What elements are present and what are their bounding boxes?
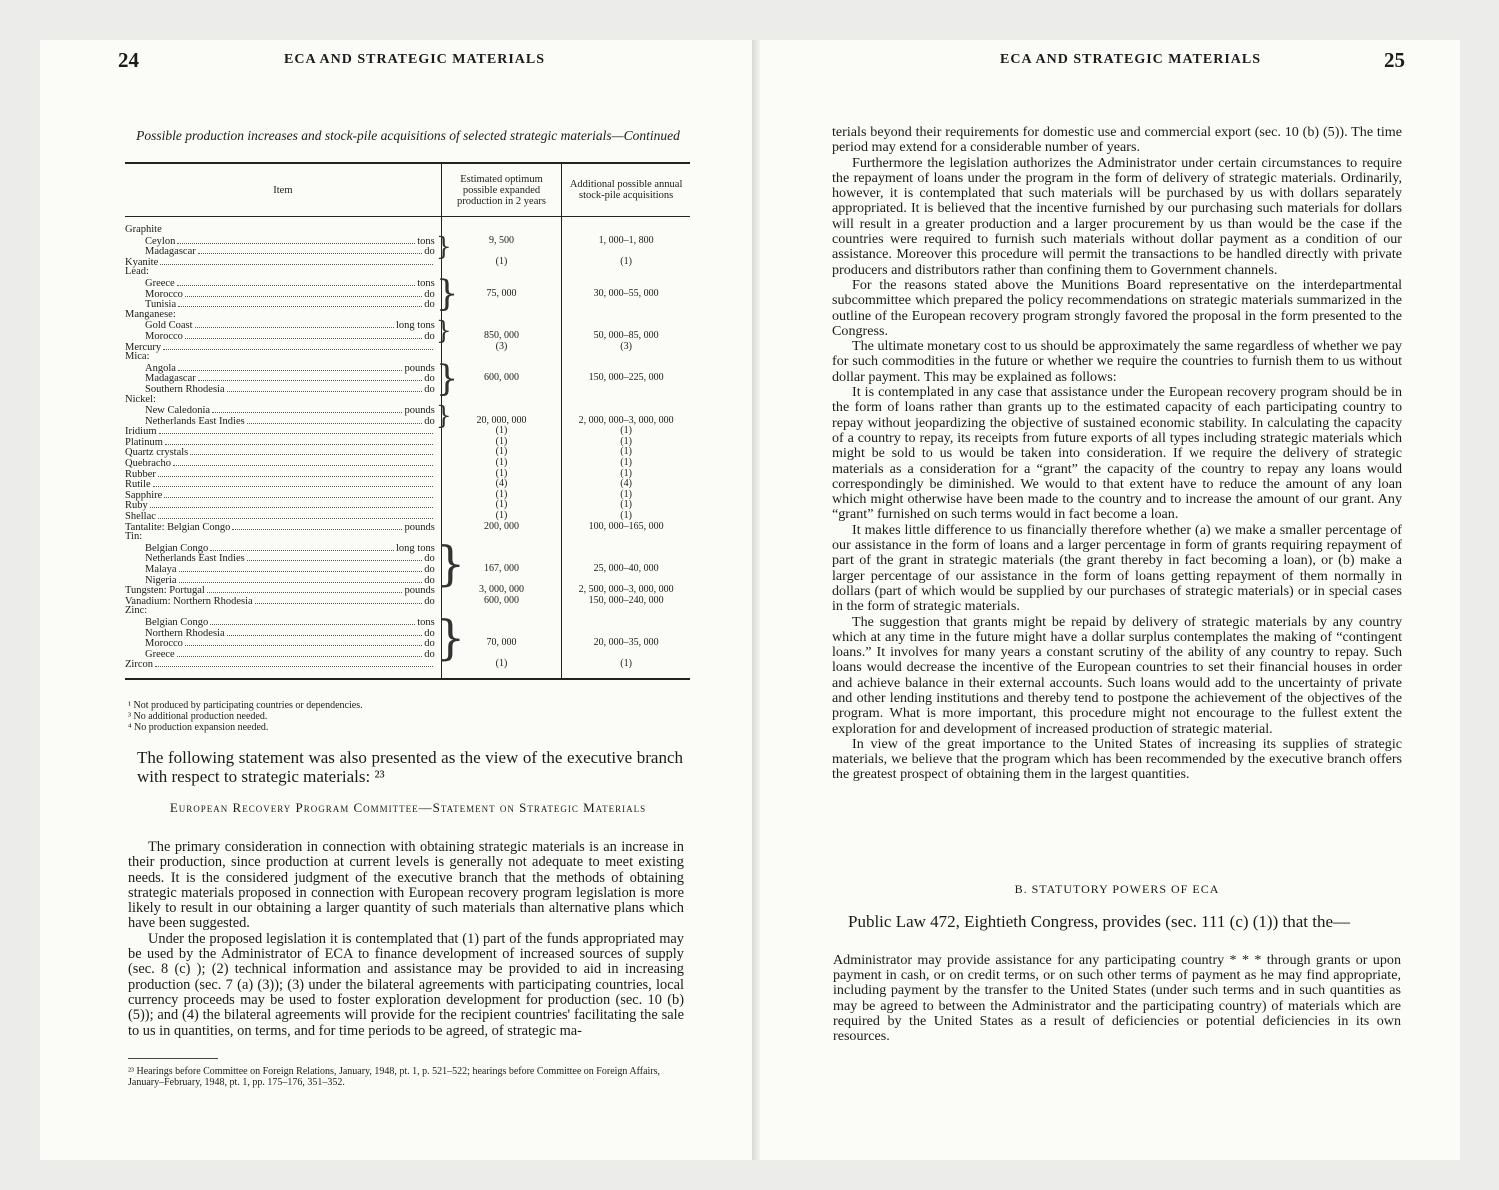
table-row-label <box>125 363 441 374</box>
acquisition-value <box>562 384 690 395</box>
cell-text: (4) <box>620 478 632 490</box>
table-row-label <box>125 564 441 575</box>
item-name: Greece <box>145 648 175 660</box>
table-row-label <box>125 522 441 533</box>
item-unit: long tons <box>395 542 435 554</box>
table-row-label <box>125 638 441 649</box>
paragraph: Under the proposed legislation it is contemplated that (1) part of the funds appropriated may be used by the Administrator of ECA to finance development of increased sources of supply (sec. 8 (c) ); (2) technical information and assistance may be provided to aid in increasing production (sec. 7 (a) (3)); (3) under the bilateral agreements with participating countries, local currency proceeds may be used to foster exploration development for production (sec. 10 (b) (5)); and (4) the bilateral agreements will provide for the recipient countries' facilitating the sale to us in quantities, on terms, and for time periods to be agreed, of strategic ma- <box>128 930 684 1039</box>
leader-dots <box>158 469 433 477</box>
cell-text: 150, 000–225, 000 <box>588 372 664 384</box>
item-unit: do <box>424 288 435 300</box>
footnote-rule <box>128 1058 218 1059</box>
table-row-label <box>125 617 441 628</box>
acquisitions-column <box>562 225 690 670</box>
table-row-label <box>125 395 441 406</box>
items-column <box>125 225 441 670</box>
production-value <box>442 384 561 395</box>
table-row-label <box>125 257 441 268</box>
item-name: Mercury <box>125 341 162 353</box>
table-note: ³ No additional production needed. <box>128 711 268 722</box>
item-unit: do <box>424 299 435 311</box>
leader-dots <box>158 511 433 519</box>
acquisition-value <box>562 522 690 533</box>
header-item: Item <box>125 163 441 217</box>
cell-text: 50, 000–85, 000 <box>593 329 659 341</box>
cell-text: (1) <box>495 435 508 447</box>
leader-dots <box>207 585 403 593</box>
production-value <box>442 225 561 236</box>
table-row-label <box>125 447 441 458</box>
cell-text: (1) <box>495 425 508 437</box>
item-name: Nigeria <box>145 574 177 586</box>
cell-text: 25, 000–40, 000 <box>593 563 659 574</box>
table-row-label <box>125 225 441 236</box>
acquisition-value <box>562 257 690 268</box>
item-unit: do <box>424 574 435 586</box>
leader-dots <box>198 246 423 254</box>
acquisition-value <box>562 638 690 649</box>
leader-dots <box>247 553 423 561</box>
table-row-label <box>125 596 441 607</box>
item-name: Morocco <box>145 288 183 300</box>
production-column <box>435 225 561 670</box>
item-unit: do <box>424 627 435 639</box>
paragraph: For the reasons stated above the Munitions Board representative on the interdepartmental subcommittee which prepared the policy recommendations on strategic materials summarized in the outline of the European recovery program strongly favored the proposal in the form presented to the Congress. <box>832 276 1402 339</box>
item-unit: do <box>424 330 435 342</box>
item-name: Manganese: <box>125 308 176 320</box>
leader-dots <box>255 596 423 604</box>
cell-text: (1) <box>495 510 508 522</box>
item-unit: do <box>424 415 435 427</box>
item-name: Netherlands East Indies <box>145 553 245 565</box>
production-value <box>442 267 561 278</box>
cell-text: (1) <box>620 457 632 469</box>
cell-text: (1) <box>620 658 632 670</box>
production-value <box>442 310 561 321</box>
table-row-label <box>125 479 441 490</box>
item-name: Morocco <box>145 330 183 342</box>
acquisition-value <box>562 606 690 617</box>
acquisition-value <box>562 532 690 543</box>
acquisition-value <box>562 543 690 554</box>
leader-dots <box>178 299 422 307</box>
production-value <box>442 342 561 353</box>
item-name: Quartz crystals <box>125 447 189 459</box>
footnote: ²³ Hearings before Committee on Foreign Relations, January, 1948, pt. 1, p. 521–522; hearings before Committee on Foreign Affairs, January–February, 1948, pt. 1, pp. 175–176, 351–352. <box>128 1066 661 1088</box>
leader-dots <box>179 575 423 583</box>
cell-text: (1) <box>620 435 632 447</box>
cell-text: (1) <box>620 255 632 267</box>
acquisition-value <box>562 564 690 575</box>
acquisition-value <box>562 225 690 236</box>
item-name: Greece <box>145 277 175 289</box>
item-name: Zircon <box>125 659 153 671</box>
item-name: Platinum <box>125 436 163 448</box>
cell-text: (1) <box>620 425 632 437</box>
item-unit: do <box>424 553 435 565</box>
production-value <box>442 278 561 289</box>
intro-statement: The following statement was also presented as the view of the executive branch with respect to strategic materials: ²³ <box>137 748 683 786</box>
paragraph: Furthermore the legislation authorizes the Administrator under certain circumstances to require the repayment of loans under the program in the form of delivery of strategic materials. Ordinarily, however, it is contemplated that such materials will be purchased by us with dollars separately appropriated. It is believed that the incentive furnished by our purchasing such materials for dollars will result in a greater production and a larger procurement by us than would be the case if the countries were required to furnish such materials without dollar payment as a condition of our assistance. Moreover this procedure will permit the transactions to be handled directly with private producers and distributors rather than confining them to Government channels. <box>832 154 1402 278</box>
item-name: Tin: <box>125 531 143 543</box>
leader-dots <box>198 373 423 381</box>
item-name: Malaya <box>145 564 177 575</box>
table-row-label <box>125 659 441 670</box>
leader-dots <box>227 628 423 636</box>
item-unit: do <box>424 638 435 650</box>
item-unit: pounds <box>404 405 435 417</box>
cell-text: (1) <box>620 488 632 500</box>
cell-text: 200, 000 <box>483 520 519 532</box>
table-row-label <box>125 628 441 639</box>
table-row-label <box>125 267 441 278</box>
leader-dots <box>177 278 416 286</box>
table-row-label <box>125 320 441 331</box>
item-name: Shellac <box>125 511 156 523</box>
item-name: Iridium <box>125 426 157 438</box>
production-value <box>442 596 561 607</box>
leader-dots <box>247 416 423 424</box>
item-name: Southern Rhodesia <box>145 383 225 395</box>
cell-text: 3, 000, 000 <box>478 584 524 596</box>
table-row-label <box>125 511 441 522</box>
paragraph: The ultimate monetary cost to us should be approximately the same regardless of whether we pay for such commodities in the future or whether we require the countries to furnish them to us without dollar payment. This may be explained as follows: <box>832 338 1402 385</box>
production-value <box>442 236 561 247</box>
cell-text: 600, 000 <box>483 372 519 384</box>
cell-text: 20, 000, 000 <box>476 414 527 426</box>
cell-text: (1) <box>495 499 508 511</box>
cell-text: 600, 000 <box>483 594 519 606</box>
leader-dots <box>177 649 423 657</box>
item-name: Vanadium: Northern Rhodesia <box>125 595 253 607</box>
leader-dots <box>150 500 433 508</box>
cell-text: 9, 500 <box>488 234 514 246</box>
leader-dots <box>160 257 433 265</box>
law-intro: Public Law 472, Eightieth Congress, provides (sec. 111 (c) (1)) that the— <box>848 912 1351 931</box>
table-row-label <box>125 331 441 342</box>
cell-text: (1) <box>495 446 508 458</box>
item-name: Madagascar <box>145 246 196 258</box>
production-value <box>442 352 561 363</box>
leader-dots <box>173 458 433 466</box>
table-row-label <box>125 384 441 395</box>
paragraph: It is contemplated in any case that assistance under the European recovery program should be in the form of loans rather than grants up to the estimated capacity of each participating country to repay without jeopardizing the objective of sustained economic stability. In calculating the capacity of a country to repay, its receipts from future exports of all types including strategic materials which might be sold to us would be taken into consideration. If we require the delivery of strategic materials as a consideration for a “grant” the capacity of the country to repay any loans would correspondingly be diminished. We would to that extent have to reduce the amount of any loan which might otherwise have been made to the country and to increase the amount of our grant. Any “grant” furnished on such terms would in fact become a loan. <box>832 384 1402 523</box>
paragraph: In view of the great importance to the United States of increasing its supplies of strategic materials, we believe that the program which has been recommended by the executive branch offers the greatest prospect of obtaining them in the largest quantities. <box>832 735 1402 783</box>
materials-table <box>125 162 690 680</box>
acquisition-value <box>562 278 690 289</box>
acquisition-value <box>562 352 690 363</box>
item-name: Quebracho <box>125 458 172 470</box>
item-name: Morocco <box>145 638 183 650</box>
acquisition-value <box>562 331 690 342</box>
table-row-label <box>125 246 441 257</box>
acquisition-value <box>562 596 690 607</box>
item-name: Nickel: <box>125 393 156 405</box>
item-unit: do <box>424 373 435 385</box>
acquisition-value <box>562 395 690 406</box>
production-value <box>442 395 561 406</box>
item-name: Ceylon <box>145 235 176 247</box>
leader-dots <box>178 363 403 371</box>
item-name: Angola <box>145 362 176 374</box>
leader-dots <box>227 384 423 392</box>
production-value <box>442 373 561 384</box>
item-unit: do <box>424 648 435 660</box>
item-name: New Caledonia <box>145 405 211 417</box>
table-row-label <box>125 236 441 247</box>
leader-dots <box>212 405 402 413</box>
item-name: Mica: <box>125 351 150 363</box>
leader-dots <box>210 543 394 551</box>
production-value <box>442 289 561 300</box>
running-head-left: ECA AND STRATEGIC MATERIALS <box>284 52 546 67</box>
table-row-label <box>125 437 441 448</box>
group-brace: } <box>435 273 459 314</box>
table-row-label <box>125 458 441 469</box>
table-row-label <box>125 585 441 596</box>
table-row-label <box>125 649 441 660</box>
table-row-label <box>125 289 441 300</box>
left-body-text <box>128 840 684 1039</box>
leader-dots <box>155 659 433 667</box>
item-unit: do <box>424 564 435 575</box>
cell-text: (3) <box>620 340 632 352</box>
cell-text: 30, 000–55, 000 <box>593 287 659 299</box>
item-unit: tons <box>417 235 435 247</box>
leader-dots <box>190 447 433 455</box>
paragraph: The suggestion that grants might be repaid by delivery of strategic materials by any country which at any time in the future might have a dollar surplus contemplates the making of “contingent loans.” It involves for many years a constant scrutiny of the ability of any country to repay. Such loans would decrease the incentive of the European countries to set their financial houses in order and achieve balance in their external accounts. Such loans would add to the uncertainty of private and other lending institutions and thereby tend to postpone the achievement of the objectives of the program. What is more important, this procedure might not encourage to the fullest extent the exploration for and development of increased production of strategic material. <box>832 613 1402 737</box>
item-name: Ruby <box>125 500 148 512</box>
cell-text: 850, 000 <box>483 329 519 341</box>
table-note: ⁴ No production expansion needed. <box>128 722 269 733</box>
item-name: Gold Coast <box>145 320 193 332</box>
item-name: Rubber <box>125 468 156 480</box>
table-row-label <box>125 405 441 416</box>
table-row-label <box>125 606 441 617</box>
section-title: European Recovery Program Committee—Statement on Strategic Materials <box>169 800 647 815</box>
book-gutter <box>752 40 760 1160</box>
table-note: ¹ Not produced by participating countries or dependencies. <box>128 700 363 711</box>
item-unit: long tons <box>395 320 435 332</box>
cell-text: 2, 000, 000–3, 000, 000 <box>578 414 674 426</box>
cell-text: (3) <box>495 340 508 352</box>
item-unit: pounds <box>404 362 435 374</box>
leader-dots <box>179 564 423 572</box>
acquisition-value <box>562 267 690 278</box>
leader-dots <box>159 426 433 434</box>
cell-text: (4) <box>495 478 508 490</box>
acquisition-value <box>562 373 690 384</box>
law-quote: Administrator may provide assistance for any participating country * * * through grants or upon payment in cash, or on credit terms, or on such other terms of payment as he may find appropriate, including payment by the transfer to the United States (under such terms and in such quantities as may be agreed to between the Administrator and the participating country) of materials which are required by the United States as a result of deficiencies or potential deficiencies in its own resources. <box>833 952 1401 1045</box>
leader-dots <box>195 320 394 328</box>
item-name: Zinc: <box>125 605 148 617</box>
table-row-label <box>125 469 441 480</box>
acquisition-value <box>562 236 690 247</box>
table-row-label <box>125 553 441 564</box>
cell-text: (1) <box>495 255 508 267</box>
item-unit: tons <box>417 277 435 289</box>
item-name: Netherlands East Indies <box>145 415 245 427</box>
paragraph: terials beyond their requirements for domestic use and commercial export (sec. 10 (b) (5)). The time period may extend for a considerable number of years. <box>832 124 1402 156</box>
cell-text: (1) <box>495 658 508 670</box>
acquisition-value <box>562 289 690 300</box>
cell-text: (1) <box>620 446 632 458</box>
leader-dots <box>164 490 432 498</box>
table-row-label <box>125 310 441 321</box>
table-row-label <box>125 490 441 501</box>
leader-dots <box>165 437 433 445</box>
acquisition-value <box>562 617 690 628</box>
leader-dots <box>232 522 402 530</box>
item-name: Sapphire <box>125 489 163 501</box>
table-row-label <box>125 278 441 289</box>
group-brace: } <box>435 316 452 346</box>
production-value <box>442 522 561 533</box>
leader-dots <box>153 479 433 487</box>
cell-text: 150, 000–240, 000 <box>588 594 664 606</box>
section-heading: B. STATUTORY POWERS OF ECA <box>1014 882 1220 896</box>
page-number-right: 25 <box>1384 48 1405 72</box>
right-body-text <box>832 125 1402 783</box>
item-unit: do <box>424 383 435 395</box>
cell-text: (1) <box>495 467 508 479</box>
item-name: Tungsten: Portugal <box>125 585 205 597</box>
item-name: Graphite <box>125 224 162 235</box>
acquisition-value <box>562 342 690 353</box>
table-row-label <box>125 532 441 543</box>
leader-dots <box>185 289 422 297</box>
cell-text: 75, 000 <box>486 287 517 299</box>
table-row-label <box>125 543 441 554</box>
paragraph: It makes little difference to us financially therefore whether (a) we make a smaller percentage of our assistance in the form of loans and a larger percentage in form of grants requiring repayment of part of the grant in strategic materials (the grant thereby in fact becoming a loan), or (b) make a larger percentage of our assistance in the form of loans getting repayment of them normally in dollars (part of which would be supplied by our purchases of strategic materials) or in special cases in the form of strategic materials. <box>832 521 1402 615</box>
production-value <box>442 257 561 268</box>
leader-dots <box>177 236 415 244</box>
cell-text: (1) <box>620 467 632 479</box>
cell-text: 2, 500, 000–3, 000, 000 <box>578 584 674 596</box>
table-notes <box>128 700 363 733</box>
header-acquisitions: Additional possible annual stock-pile acquisitions <box>562 163 690 217</box>
leader-dots <box>210 617 415 625</box>
item-name: Kyanite <box>125 256 159 268</box>
cell-text: (1) <box>620 510 632 522</box>
group-brace: } <box>435 231 452 261</box>
table-row-label <box>125 575 441 586</box>
item-unit: pounds <box>404 585 435 597</box>
item-name: Tantalite: Belgian Congo <box>125 521 231 533</box>
page-number-left: 24 <box>118 48 139 72</box>
group-brace: } <box>435 537 466 591</box>
leader-dots <box>163 342 433 350</box>
cell-text: 20, 000–35, 000 <box>593 637 659 649</box>
cell-text: (1) <box>495 457 508 469</box>
table-row-label <box>125 416 441 427</box>
item-unit: pounds <box>404 521 435 533</box>
item-name: Belgian Congo <box>145 542 209 554</box>
running-head-right: ECA AND STRATEGIC MATERIALS <box>1000 52 1262 67</box>
leader-dots <box>185 638 422 646</box>
acquisition-value <box>562 310 690 321</box>
table-row-label <box>125 342 441 353</box>
item-unit: do <box>424 246 435 258</box>
cell-text: (1) <box>620 499 632 511</box>
cell-text: 1, 000–1, 800 <box>598 234 654 246</box>
group-brace: } <box>435 611 466 666</box>
acquisition-value <box>562 659 690 670</box>
item-name: Belgian Congo <box>145 616 209 628</box>
paragraph: The primary consideration in connection with obtaining strategic materials is an increase in their production, since production at current levels is generally not adequate to meet existing needs. It is the considered judgment of the executive branch that the methods of obtaining strategic materials proposed in connection with European recovery program legislation is more likely to result in our obtaining a larger quantity of such materials than alternative plans which have been suggested. <box>128 839 684 932</box>
leader-dots <box>185 331 422 339</box>
group-brace: } <box>435 401 452 431</box>
item-name: Northern Rhodesia <box>145 627 225 639</box>
table-caption: Possible production increases and stock-pile acquisitions of selected strategic materials—Continued <box>136 128 680 143</box>
item-name: Lead: <box>125 266 149 278</box>
table-row-label <box>125 500 441 511</box>
group-brace: } <box>435 357 459 399</box>
cell-text: 70, 000 <box>486 637 517 649</box>
production-value <box>442 331 561 342</box>
item-name: Rutile <box>125 479 151 491</box>
item-unit: tons <box>417 616 435 628</box>
item-unit: do <box>424 595 435 607</box>
cell-text: 100, 000–165, 000 <box>588 520 664 532</box>
table-row-label <box>125 373 441 384</box>
table-row-label <box>125 352 441 363</box>
production-value <box>442 299 561 310</box>
acquisition-value <box>562 299 690 310</box>
item-name: Tunisia <box>145 299 177 311</box>
item-name: Madagascar <box>145 373 196 385</box>
table-row-label <box>125 426 441 437</box>
header-production: Estimated optimum possible expanded production in 2 years <box>441 163 561 217</box>
cell-text: (1) <box>495 488 508 500</box>
cell-text: 167, 000 <box>483 563 519 574</box>
